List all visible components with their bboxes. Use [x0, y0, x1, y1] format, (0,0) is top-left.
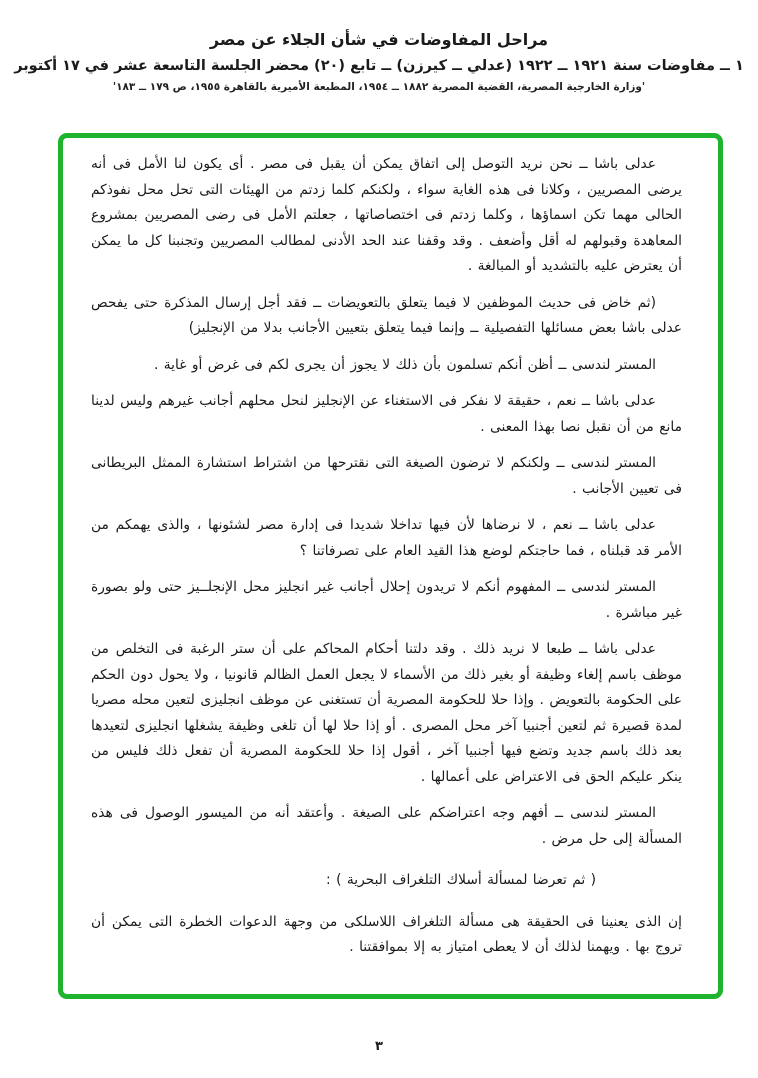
paragraph: عدلى باشا ــ طبعا لا نريد ذلك . وقد دلتنا أحكام المحاكم على أن ستر الرغبة فى التخلص من موظف باسم إلغاء وظيفة أو بغير ذلك من الأسماء لا يجعل العمل الظالم قانونيا ، ولا يحول دون الحكم على الحكومة بالتعويض . وإذا حلا للحكومة المصرية أن تستغنى عن موظف انجليزى لتعين محله مصريا لمدة قصيرة ثم لتعين أجنبيا آخر محل المصرى . أو إذا حلا لها أن تلغى وظيفة يشغلها انجليزى لتعيدها بعد ذلك باسم جديد وتضع فيها أجنبيا آخر ، أقول إذا حلا للحكومة المصرية أن تفعل ذلك فليس من ينكر عليكم الحق فى الاعتراض على أعمالها .: [91, 641, 682, 785]
paragraph: إن الذى يعنينا فى الحقيقة هى مسألة التلغراف اللاسلكى من وجهة الدعوات الخطرة التى يمكن أن تروج بها . ويهمنا لذلك أن لا يعطى امتياز به إلا بموافقتنا .: [91, 913, 682, 955]
paragraph: عدلى باشا ــ نحن نريد التوصل إلى اتفاق يمكن أن يقبل فى مصر . أى يكون لنا الأمل فى أنه يرضى المصريين ، وكلانا فى هذه الغاية سواء ، ولكنكم كلما زدتم من الهيئات التى تحل محل نفوذكم الحالى مهما تكن اسماؤها ، وكلما زدتم فى اختصاصاتها ، جعلتم الأمل فى رضى المصريين بمشروع المعاهدة وقبولهم له أقل وأضعف . وقد وقفنا عند الحد الأدنى لمطالب المصريين وتجنبنا كل ما يمكن أن يعترض عليه بالتشديد أو المبالغة .: [91, 156, 682, 274]
paragraph: عدلى باشا ــ نعم ، حقيقة لا نفكر فى الاستغناء عن الإنجليز لنحل محلهم أجانب غيرهم وليس لدينا مانع من أن نقبل نصا بهذا المعنى .: [91, 393, 682, 435]
paragraph: عدلى باشا ــ نعم ، لا نرضاها لأن فيها تداخلا شديدا فى إدارة مصر لشئونها ، والذى يهمكم من الأمر قد قبلناه ، فما حاجتكم لوضع هذا القيد العام على تصرفاتنا ؟: [91, 517, 682, 559]
highlighted-text-box: [58, 133, 723, 999]
source-citation: 'وزارة الخارجية المصرية، القضية المصرية ١٨٨٢ ــ ١٩٥٤، المطبعة الأميرية بالقاهرة ١٩٥٥، ص ١٧٩ ــ ١٨٣': [112, 81, 646, 93]
paragraph: المستر لندسى ــ أفهم وجه اعتراضكم على الصيغة . وأعتقد أنه من الميسور الوصول فى هذه المسألة إلى حل مرض .: [91, 805, 682, 847]
page-title: مراحل المفاوضات في شأن الجلاء عن مصر: [209, 30, 549, 49]
page-number: ٣: [375, 1039, 383, 1054]
paragraph: ( ثم تعرضا لمسألة أسلاك التلغراف البحرية ) :: [326, 872, 596, 888]
document-subtitle: ١ ــ مفاوضات سنة ١٩٢١ ــ ١٩٢٢ (عدلي ــ كيرزن) ــ تابع (٢٠) محضر الجلسة التاسعة عشر في ١٧ أكتوبر: [14, 58, 744, 74]
document-header: [0, 0, 758, 93]
paragraph: المستر لندسى ــ المفهوم أنكم لا تريدون إحلال أجانب غير انجليز محل الإنجلــيز حتى ولو بصورة غير مباشرة .: [91, 579, 682, 621]
page-footer: [0, 1035, 758, 1054]
paragraph: المستر لندسى ــ ولكنكم لا ترضون الصيغة التى نقترحها من اشتراط استشارة الممثل البريطانى فى تعيين الأجانب .: [91, 455, 682, 497]
paragraph: المستر لندسى ــ أظن أنكم تسلمون بأن ذلك لا يجوز أن يجرى لكم فى غرض أو غاية .: [154, 356, 656, 373]
paragraph: (ثم خاض فى حديث الموظفين لا فيما يتعلق بالتعويضات ــ فقد أجل إرسال المذكرة حتى يفحص عدلى باشا بعض مسائلها التفصيلية ــ وإنما فيما يتعلق بتعيين الأجانب بدلا من الإنجليز): [91, 294, 682, 336]
